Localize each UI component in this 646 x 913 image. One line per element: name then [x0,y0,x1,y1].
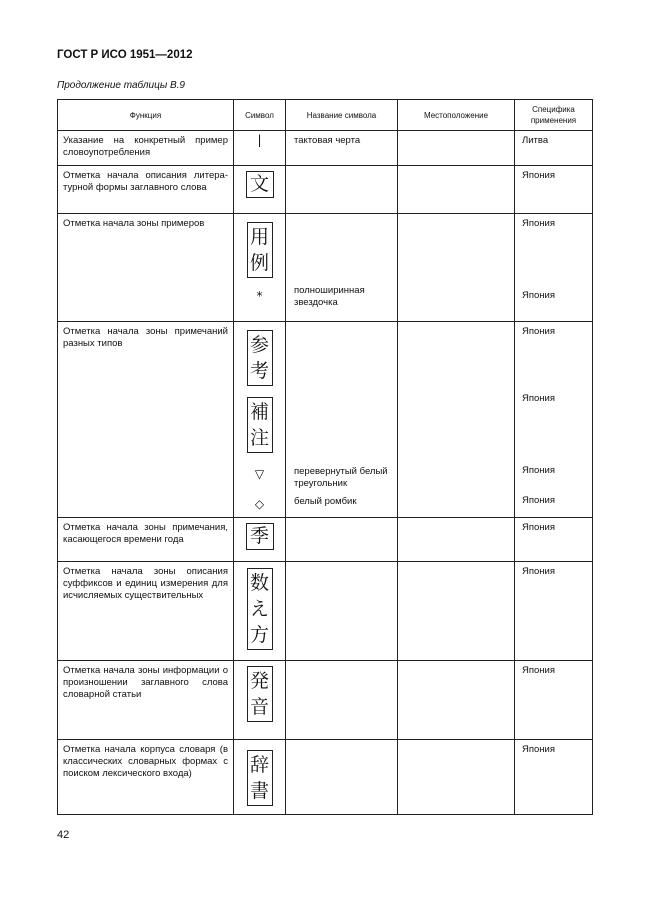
kanji-symbol: 文 [246,171,274,198]
kanji-symbol: 用 例 [247,222,273,278]
symbol-cell [234,661,286,740]
table-header-row [58,100,593,131]
kanji-symbol: 数 え 方 [247,568,273,650]
table-row [58,518,593,562]
kanji-symbol: 季 [246,523,274,550]
column-header-location: Местоположение [398,100,515,131]
function-cell: Отметка начала зоны информации о произношении заглавного слова словарной статьи [58,661,234,740]
symbols-table [57,99,593,815]
location-cell [398,322,515,518]
function-cell: Отметка начала зоны примеров [58,214,234,322]
kanji-symbol: 発 音 [247,666,273,722]
table-row [58,562,593,661]
symbol-name-cell: полноширинная звездочка [286,214,398,322]
symbol-cell [234,166,286,214]
bar-symbol: | [257,133,262,147]
specifics-cell: Япония Япония Япония Япония [515,322,593,518]
kanji-symbol: 辞 書 [247,750,273,806]
table-row [58,131,593,166]
location-cell [398,562,515,661]
function-cell: Указание на конкретный пример словоупотребления [58,131,234,166]
column-header-function: Функция [58,100,234,131]
specifics-cell: Япония [515,562,593,661]
location-cell [398,661,515,740]
symbol-cell [234,131,286,166]
specifics-cell: Литва [515,131,593,166]
diamond-symbol: ◇ [254,497,265,511]
specifics-cell: Япония [515,740,593,815]
kanji-symbol: 参 考 [247,330,273,386]
location-cell [398,740,515,815]
symbol-name-cell: перевернутый белый треугольник белый ромбик [286,322,398,518]
triangle-symbol: ▽ [254,467,265,481]
table-caption: Продолжение таблицы В.9 [57,80,185,91]
function-cell: Отметка начала зоны примечаний разных типов [58,322,234,518]
symbol-name-cell [286,562,398,661]
function-cell: Отметка начала корпуса словаря (в классических словарных формах с поиском лексического входа) [58,740,234,815]
location-cell [398,214,515,322]
symbol-name-cell: тактовая черта [286,131,398,166]
kanji-symbol: 補 注 [247,397,273,453]
function-cell: Отметка начала зоны описания суффиксов и единиц измерения для исчисляемых существительных [58,562,234,661]
symbol-name-cell [286,518,398,562]
symbol-name-cell [286,661,398,740]
table-row [58,166,593,214]
column-header-specifics: Специфика применения [515,100,593,131]
specifics-cell: Япония Япония [515,214,593,322]
asterisk-symbol: * [256,289,263,303]
table-row [58,214,593,322]
symbol-cell [234,322,286,518]
symbol-name-cell [286,166,398,214]
table-row [58,740,593,815]
specifics-cell: Япония [515,518,593,562]
standard-header: ГОСТ Р ИСО 1951—2012 [57,49,193,61]
location-cell [398,131,515,166]
specifics-cell: Япония [515,166,593,214]
symbol-cell [234,518,286,562]
location-cell [398,166,515,214]
specifics-cell: Япония [515,661,593,740]
column-header-symbol-name: Название символа [286,100,398,131]
table-row [58,661,593,740]
symbol-cell [234,214,286,322]
location-cell [398,518,515,562]
symbol-cell [234,562,286,661]
page-number: 42 [57,829,70,841]
function-cell: Отметка начала описания литера-турной формы заглавного слова [58,166,234,214]
symbol-cell [234,740,286,815]
symbol-name-cell [286,740,398,815]
column-header-symbol: Символ [234,100,286,131]
function-cell: Отметка начала зоны примечания, касающегося времени года [58,518,234,562]
table-row [58,322,593,518]
